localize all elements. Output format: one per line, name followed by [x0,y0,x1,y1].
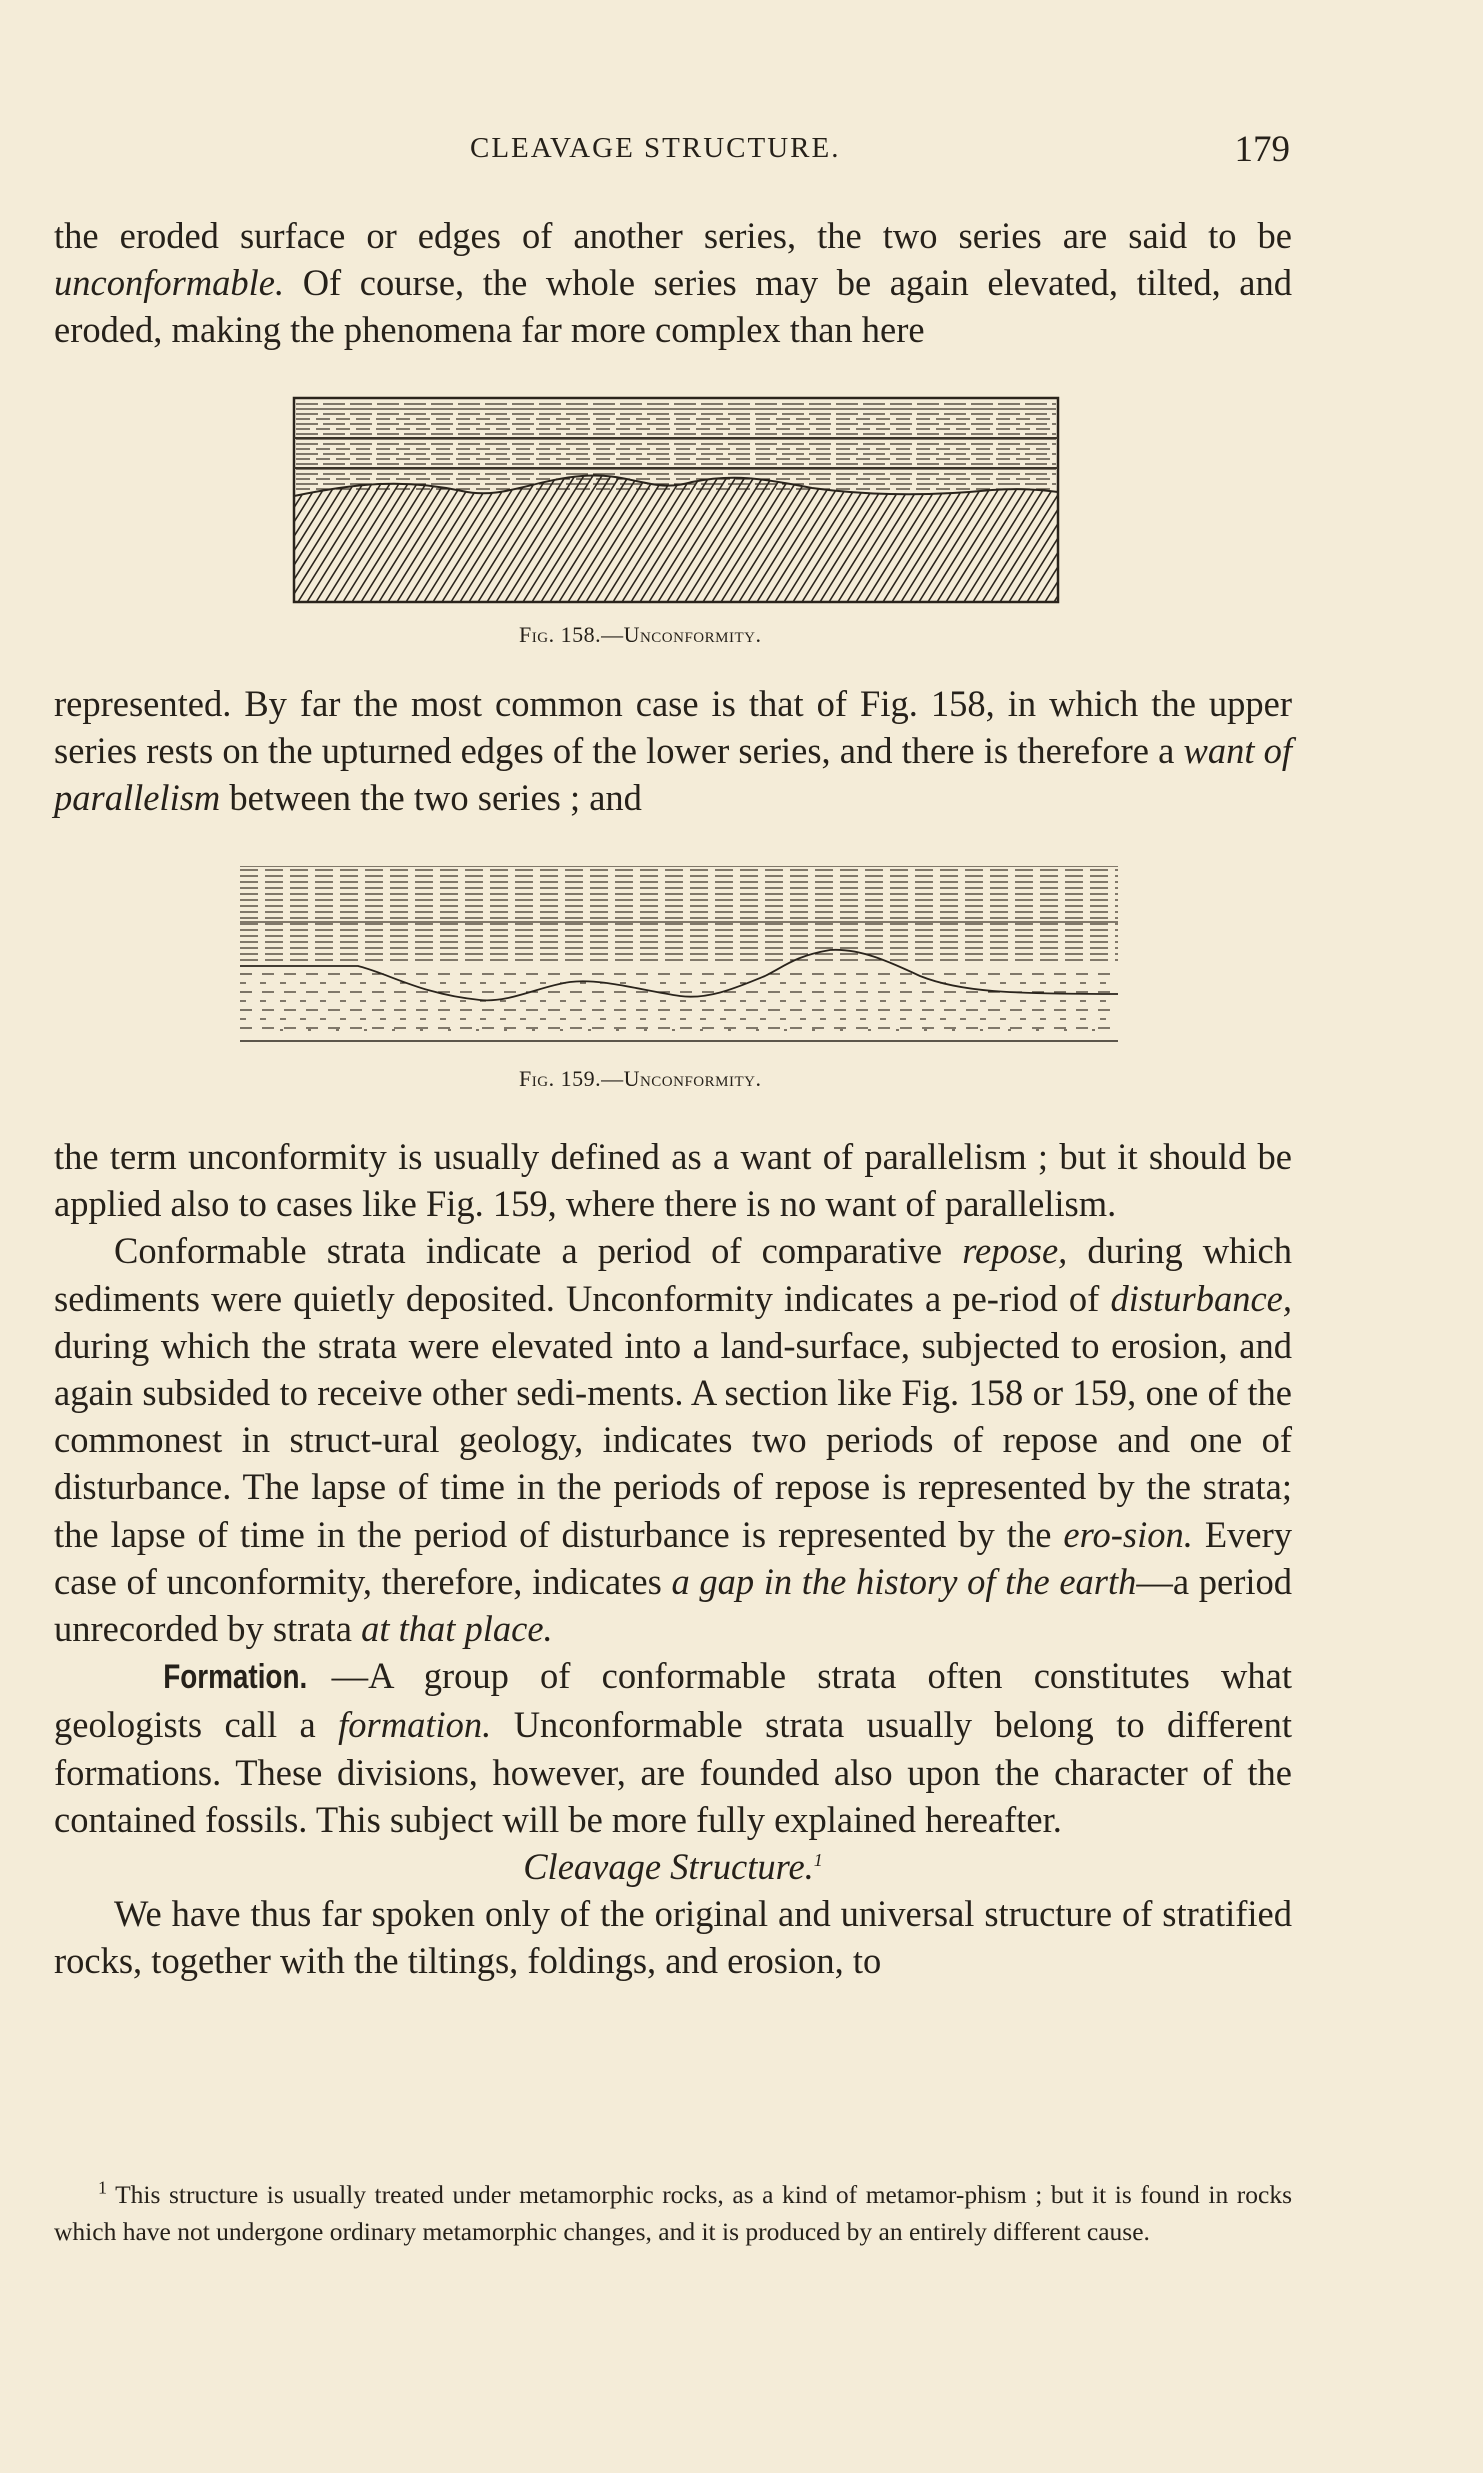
footnote [54,2176,1292,2250]
paragraph-4 [54,1227,1292,1652]
figure-158-unconformity [292,396,1062,606]
paragraph-5 [54,1652,1292,1843]
figure-158-caption: Fig. 158.—Unconformity. [519,622,762,647]
paragraph-2 [54,680,1292,822]
text-run: Conformable strata indicate a period of comparative [114,1230,963,1272]
text-run: Unconformable strata usually belong to different formations. These divisions, however, are founded also upon the character of the contained fossils. This subject will be more fully explained hereafter. [54,1704,1292,1840]
italic-run: at that place. [361,1608,553,1650]
italic-run: repose, [962,1230,1068,1272]
text-run: between the two series ; and [220,777,642,819]
italic-run: formation. [338,1704,492,1746]
page-header [470,128,1290,168]
footnote-reference: 1 [813,1849,823,1870]
figure-159-unconformity [240,866,1118,1050]
figure-159-caption: Fig. 159.—Unconformity. [519,1066,762,1091]
footnote-text: This structure is usually treated under metamorphic rocks, as a kind of metamor-phism ; but it is found in rocks which have not undergone ordinary metamorphic changes, and it is produced by an entirely different cause. [54,2180,1292,2246]
paragraph-text [54,212,1292,354]
text-run: during which sediments were quietly deposited. Unconformity indicates a pe-riod of [54,1230,1293,1319]
text-run: during which the strata were elevated into a land-surface, subjected to erosion, and again subsided to receive other sedi-ments. A section like Fig. 158 or 159, one of the commonest in struct-ural geology, indicates two periods of repose and one of disturbance. The lapse of time in the periods of repose is represented by the strata; the lapse of time in the period of disturbance is represented by the [54,1324,1292,1555]
paragraph-6 [54,1890,1292,1984]
italic-run: ero-sion. [1063,1513,1193,1555]
paragraph-1 [54,212,1292,354]
italic-run: disturbance, [1110,1277,1292,1319]
italic-run: want of parallelism [54,730,1292,819]
text-run: represented. By far the most common case is that of Fig. 158, in which the upper series rests on the upturned edges of the lower series, and there is therefore a [54,683,1292,772]
formation-heading: Formation. [163,1658,308,1697]
paragraph-text [54,680,1292,822]
text-run: Of course, the whole series may be again elevated, tilted, and eroded, making the phenomena far more complex than here [54,262,1292,351]
italic-run: a gap in the history of the earth [671,1560,1137,1602]
page-number: 179 [1234,129,1290,170]
text-run: the term unconformity is usually defined as a want of parallelism ; but it should be applied also to cases like Fig. 159, where there is no want of parallelism. [54,1136,1292,1225]
text-run: We have thus far spoken only of the original and universal structure of stratified rocks, together with the tiltings, foldings, and erosion, to [54,1893,1292,1982]
section-heading [54,1843,1292,1890]
text-run: Every case of unconformity, therefore, indicates [54,1513,1292,1602]
italic-run: unconformable. [54,262,285,304]
footnote-mark: 1 [98,2177,107,2198]
main-text [54,1133,1292,1985]
text-run: —a period unrecorded by strata [54,1560,1292,1650]
text-run: the eroded surface or edges of another series, the two series are said to be [54,215,1292,256]
paragraph-3 [54,1133,1292,1227]
section-heading-text: Cleavage Structure. [523,1846,814,1888]
text-run: —A group of conformable strata often constitutes what geologists call a [54,1655,1292,1746]
running-title: CLEAVAGE STRUCTURE. [470,132,841,164]
